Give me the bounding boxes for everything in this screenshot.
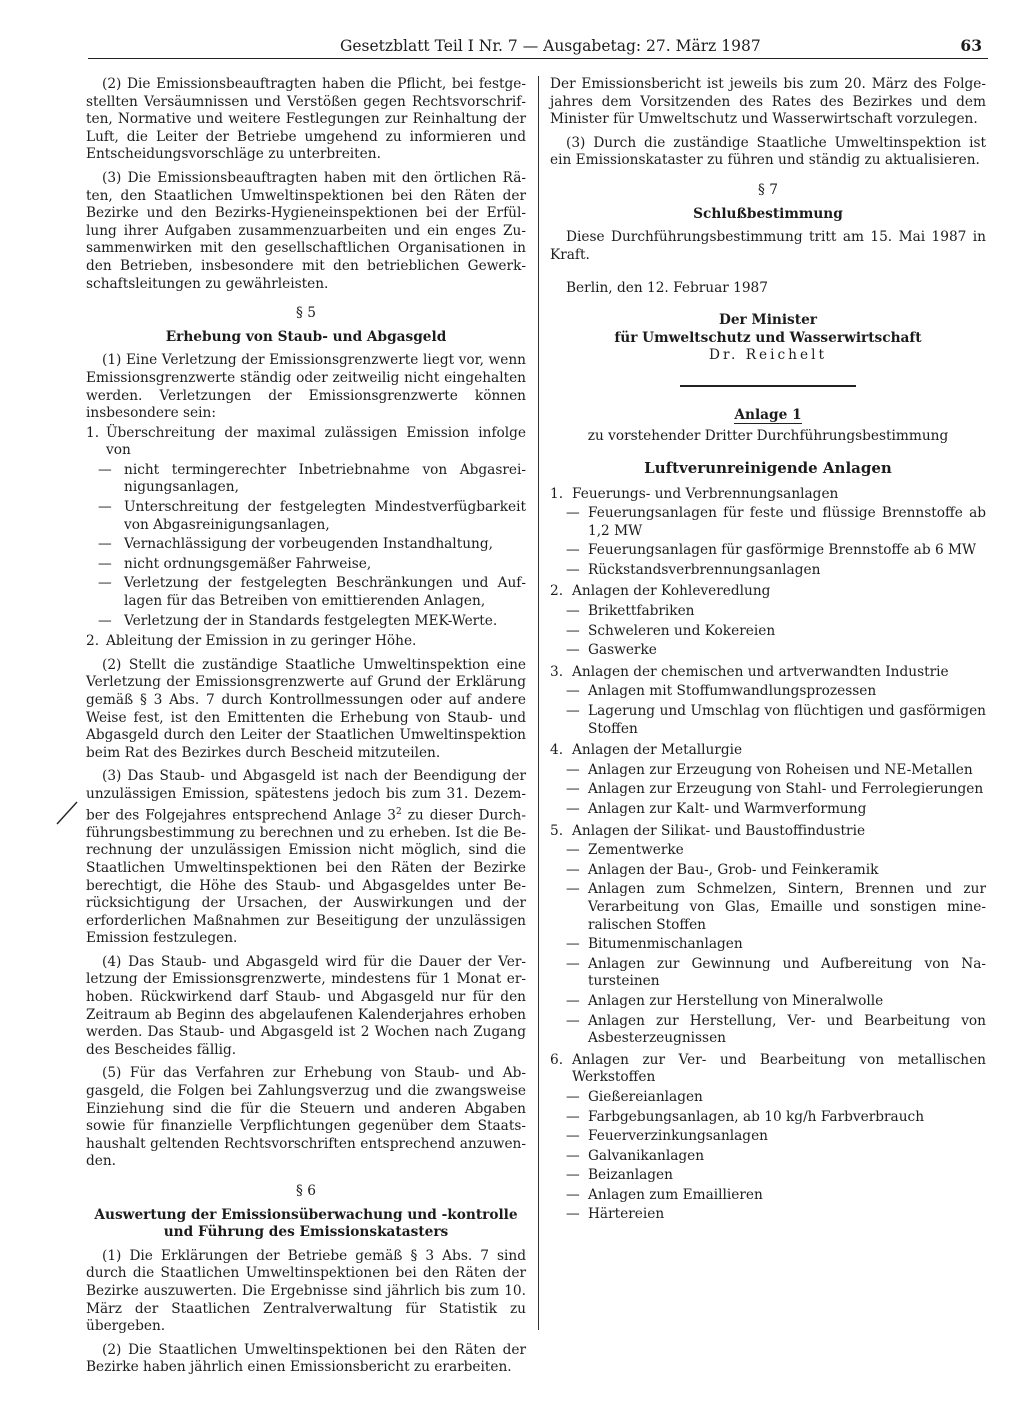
list-item: — Verletzung der in Standards festgelegten MEK-Werte. xyxy=(98,612,498,629)
list-item: — Anlagen zur Gewinnung und Aufbereitung von Natursteinen xyxy=(566,955,986,990)
group-title: Anlagen zur Ver- und Bearbeitung von metallischen Werkstoffen xyxy=(572,1051,986,1086)
list-item: — Zementwerke xyxy=(566,842,684,859)
list-item: — Gießereianlagen xyxy=(566,1088,703,1105)
left-column xyxy=(86,76,526,1383)
list-item: — Farbgebungsanlagen, ab 10 kg/h Farbverbrauch xyxy=(566,1108,925,1125)
group-number: 6. xyxy=(550,1051,564,1068)
separator-rule xyxy=(680,385,856,387)
list-item: — Beizanlagen xyxy=(566,1167,673,1184)
annex-group xyxy=(550,1052,986,1224)
page-header xyxy=(88,36,988,59)
section-title: Auswertung der Emissionsüberwachung und -kontrolle und Führung des Emissionskatasters xyxy=(94,1206,518,1241)
section-title: Schlußbestimmung xyxy=(693,205,843,222)
list-item: — Anlagen zur Kalt- und Warmverformung xyxy=(566,801,867,817)
list-item: — Lagerung und Umschlag von flüchtigen und gasförmigen Stoffen xyxy=(566,703,986,737)
item-text: Ableitung der Emission in zu geringer Höhe. xyxy=(106,633,417,650)
annex-group xyxy=(550,742,986,818)
numbered-item xyxy=(86,425,526,631)
item-number: 2. xyxy=(86,633,100,650)
annex-group xyxy=(550,583,986,659)
group-title: Anlagen der Silikat- und Baustoffindustrie xyxy=(572,822,866,839)
list-item: — Härtereien xyxy=(566,1206,665,1223)
group-title: Feuerungs- und Verbrennungsanlagen xyxy=(572,485,839,502)
paragraph: Diese Durchführungsbestimmung tritt am 15. Mai 1987 in Kraft. xyxy=(550,229,986,263)
list-item: — Feuerverzinkungsanlagen xyxy=(566,1128,768,1145)
item-number: 1. xyxy=(86,424,100,441)
group-title: Anlagen der chemischen und artverwandten Industrie xyxy=(572,663,949,680)
annex-group xyxy=(550,486,986,580)
list-item: — Feuerungsanlagen für feste und flüssige Brennstoffe ab 1,2 MW xyxy=(566,505,986,539)
paragraph: (3) Durch die zuständige Staatliche Umweltinspektion ist ein Emissionskataster zu führen und ständig zu aktualisieren. xyxy=(550,134,986,169)
paragraph: (2) Die Emissionsbeauftragten haben die Pflicht, bei festgestellten Versäumnissen und Verstößen gegen Rechtsvorschriften, Normative und weitere Festlegungen zur Reinhaltung der Luft, die Leiter der Betriebe umgehend zu informieren und Entscheidungsvorschläge zu unterbreiten. xyxy=(86,76,526,163)
page-number: 63 xyxy=(960,36,982,55)
list-item: — Anlagen zur Erzeugung von Stahl- und Ferrolegierungen xyxy=(566,781,984,798)
list-item: — Anlagen zur Herstellung von Mineralwolle xyxy=(566,992,884,1009)
annex-subtitle: zu vorstehender Dritter Durchführungsbestimmung xyxy=(587,428,949,445)
paragraph: Der Emissionsbericht ist jeweils bis zum 20. März des Folgejahres dem Vorsitzenden des Rates des Bezirkes und dem Minister für Umweltschutz und Wasserwirtschaft vorzulegen. xyxy=(550,76,986,128)
list-item: — Anlagen zur Herstellung, Ver- und Bearbeitung von Asbesterzeugnissen xyxy=(566,1012,986,1047)
group-title: Anlagen der Kohleveredlung xyxy=(572,583,771,600)
group-number: 3. xyxy=(550,663,564,680)
section-number: § 6 xyxy=(296,1183,316,1199)
group-number: 4. xyxy=(550,742,564,759)
list-item: — Feuerungsanlagen für gasförmige Brennstoffe ab 6 MW xyxy=(566,542,977,559)
signing-date: Berlin, den 12. Februar 1987 xyxy=(566,280,768,297)
list-item: — Anlagen zum Schmelzen, Sintern, Brennen und zur Verarbeitung von Glas, Emaille und sonstigen mineralischen Stoffen xyxy=(566,881,986,933)
list-item: — nicht termingerechter Inbetriebnahme von Abgasreinigungsanlagen, xyxy=(98,461,526,496)
group-number: 1. xyxy=(550,485,564,502)
list-item: — Vernachlässigung der vorbeugenden Instandhaltung, xyxy=(98,536,493,553)
column-divider xyxy=(538,76,539,1330)
list-item: — Schweleren und Kokereien xyxy=(566,622,776,639)
list-item: — nicht ordnungsgemäßer Fahrweise, xyxy=(98,555,372,572)
annex-group xyxy=(550,823,986,1048)
group-number: 2. xyxy=(550,583,564,600)
list-item: — Anlagen der Bau-, Grob- und Feinkeramik xyxy=(566,861,879,878)
paragraph: (2) Stellt die zuständige Staatliche Umweltinspektion eine Verletzung der Emissionsgrenzwerte auf Grund der Erklärung gemäß § 3 Abs. 7 durch Kontrollmessungen oder auf andere Weise fest, ist den Emittenten die Erhebung von Staub- und Abgasgeld durch den Leiter der Staatlichen Umweltinspektion beim Rat des Bezirkes durch Bescheid mitzuteilen. xyxy=(86,656,526,761)
section-number: § 7 xyxy=(758,181,778,198)
list-item: — Unterschreitung der festgelegten Mindestverfügbarkeit von Abgasreinigungsanlagen, xyxy=(98,499,526,533)
annex-label: Anlage 1 xyxy=(734,406,802,423)
right-column xyxy=(550,76,986,1224)
group-number: 5. xyxy=(550,822,564,839)
paragraph: (2) Die Staatlichen Umweltinspektionen bei den Räten der Bezirke haben jährlich einen Emissionsbericht zu erarbeiten. xyxy=(86,1341,526,1376)
section-title: Erhebung von Staub- und Abgasgeld xyxy=(165,328,447,345)
paragraph: (1) Die Erklärungen der Betriebe gemäß § 3 Abs. 7 sind durch die Staatlichen Umweltinspektionen bei den Räten der Bezirke auszuwerten. Die Ergebnisse sind jährlich bis zum 10. März der Staatlichen Zentralverwaltung für Statistik zu übergeben. xyxy=(86,1247,526,1335)
paragraph: (3) Die Emissionsbeauftragten haben mit den örtlichen Räten, den Staatlichen Umweltinspektionen bei den Räten der Bezirke und den Bezirks-Hygieneinspektionen bei der Erfüllung ihrer Aufgaben zusammenzuarbeiten und ein enges Zusammenwirken mit den gesellschaftlichen Organisationen in den Betrieben, insbesondere mit den betrieblichen Gewerkschaftsleitungen zu gewährleisten. xyxy=(86,169,526,292)
list-item: — Verletzung der festgelegten Beschränkungen und Auflagen für das Betreiben von emittierenden Anlagen, xyxy=(98,575,526,610)
paragraph: (1) Eine Verletzung der Emissionsgrenzwerte liegt vor, wenn Emissionsgrenzwerte ständig oder zeitweilig nicht eingehalten werden. Verletzungen der Emissionsgrenzwerte können insbesondere sein: xyxy=(86,352,526,422)
annex-list xyxy=(550,486,986,1225)
list-item: — Brikettfabriken xyxy=(566,603,695,620)
list-item: — Anlagen zur Erzeugung von Roheisen und NE-Metallen xyxy=(566,761,973,778)
annex-group xyxy=(550,664,986,738)
pen-mark-icon xyxy=(54,800,80,826)
paragraph: (3) Das Staub- und Abgasgeld ist nach der Beendigung der unzulässigen Emission, spätestens jedoch bis zum 31. Dezember des Folgejahres entsprechend Anlage $3^2$ zu dieser Durchführungsbestimmung zu berechnen und zu erheben. Ist die Berechnung der unzulässigen Emission nicht möglich, sind die Staatlichen Umweltinspektionen bei den Räten der Bezirke berechtigt, die Höhe des Staub- und Abgasgeldes unter Berücksichtigung der Ursachen, der Auswirkungen und der erforderlichen Maßnahmen zur Beseitigung der unzulässigen Emission festzulegen. xyxy=(86,768,526,947)
group-title: Anlagen der Metallurgie xyxy=(572,742,743,759)
section-number: § 5 xyxy=(296,305,316,322)
list-item: — Galvanikanlagen xyxy=(566,1147,705,1164)
minister-title: Der Minister xyxy=(718,311,817,328)
paragraph: (5) Für das Verfahren zur Erhebung von Staub- und Abgasgeld, die Folgen bei Zahlungsverzug und die zwangsweise Einziehung sind die für die Steuern und anderen Abgaben sowie für finanzielle Verpflichtungen gegenüber dem Staatshaushalt geltenden Rechtsvorschriften entsprechend anzuwenden. xyxy=(86,1065,526,1170)
item-text: Überschreitung der maximal zulässigen Emission infolge von xyxy=(106,424,526,459)
list-item: — Anlagen mit Stoffumwandlungsprozessen xyxy=(566,683,877,700)
list-item: — Gaswerke xyxy=(566,642,657,659)
ministry-name: für Umweltschutz und Wasserwirtschaft xyxy=(614,329,922,346)
minister-name: Dr. Reichelt xyxy=(709,347,827,364)
header-title: Gesetzblatt Teil I Nr. 7 — Ausgabetag: 27. März 1987 xyxy=(340,37,761,55)
annex-list-title: Luftverunreinigende Anlagen xyxy=(644,458,892,477)
paragraph: (4) Das Staub- und Abgasgeld wird für die Dauer der Verletzung der Emissionsgrenzwerte, mindestens für 1 Monat erhoben. Rückwirkend darf Staub- und Abgasgeld nur für den Zeitraum ab Beginn des abgelaufenen Kalenderjahres erhoben werden. Das Staub- und Abgasgeld ist 2 Wochen nach Zugang des Bescheides fällig. xyxy=(86,953,526,1058)
numbered-item xyxy=(86,633,526,651)
list-item: — Rückstandsverbrennungsanlagen xyxy=(566,561,821,578)
list-item: — Anlagen zum Emaillieren xyxy=(566,1186,763,1203)
list-item: — Bitumenmischanlagen xyxy=(566,936,743,953)
